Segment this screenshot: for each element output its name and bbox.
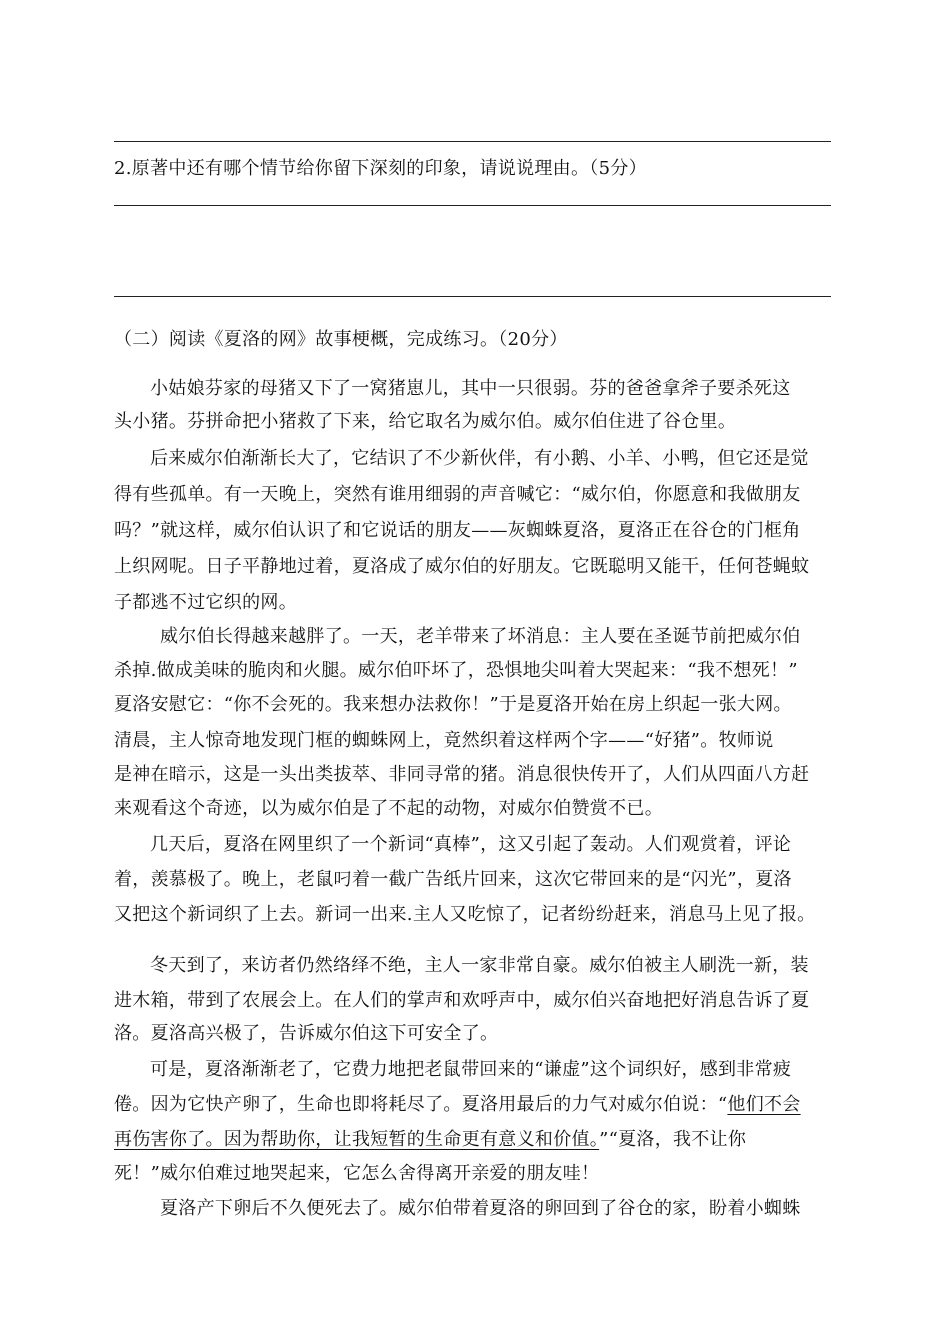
answer-line-1 bbox=[114, 141, 831, 142]
underlined-quote: 他们不会 bbox=[727, 1094, 801, 1115]
text-line: 小姑娘芬家的母猪又下了一窝猪崽儿，其中一只很弱。芬的爸爸拿斧子要杀死这 bbox=[150, 378, 791, 399]
text-line: 冬天到了，来访者仍然络绎不绝，主人一家非常自豪。威尔伯被主人刷洗一新，装 bbox=[150, 955, 809, 976]
answer-line-2 bbox=[114, 205, 831, 206]
text-line: 清晨，主人惊奇地发现门框的蜘蛛网上，竟然织着这样两个字——“好猪”。牧师说 bbox=[114, 730, 774, 751]
text-line: 死！”威尔伯难过地哭起来，它怎么舍得离开亲爱的朋友哇！ bbox=[114, 1163, 600, 1184]
text-line: 着，羡慕极了。晚上，老鼠叼着一截广告纸片回来，这次它带回来的是“闪光”，夏洛 bbox=[114, 869, 792, 890]
text-line: 得有些孤单。有一天晚上，突然有谁用细弱的声音喊它：“威尔伯，你愿意和我做朋友 bbox=[114, 484, 801, 505]
underlined-quote: 再伤害你了。因为帮助你，让我短暂的生命更有意义和价值。 bbox=[114, 1129, 600, 1150]
text-line: 上织网呢。日子平静地过着，夏洛成了威尔伯的好朋友。它既聪明又能干，任何苍蝇蚊 bbox=[114, 556, 810, 577]
section-title: （二）阅读《夏洛的网》故事梗概，完成练习。（20分） bbox=[114, 329, 568, 350]
text-line: 几天后，夏洛在网里织了一个新词“真棒”，这又引起了轰动。人们观赏着，评论 bbox=[150, 834, 792, 855]
text-line: 来观看这个奇迹，以为威尔伯是了不起的动物，对威尔伯赞赏不已。 bbox=[114, 798, 663, 819]
text-line: 可是，夏洛渐渐老了，它费力地把老鼠带回来的“谦虚”这个词织好，感到非常疲 bbox=[150, 1059, 792, 1080]
text-line: 威尔伯长得越来越胖了。一天，老羊带来了坏消息：主人要在圣诞节前把威尔伯 bbox=[160, 626, 801, 647]
text-line: 杀掉.做成美味的脆肉和火腿。威尔伯吓坏了，恐惧地尖叫着大哭起来：“我不想死！” bbox=[114, 660, 798, 681]
text-line: 头小猪。芬拼命把小猪救了下来，给它取名为威尔伯。威尔伯住进了谷仓里。 bbox=[114, 411, 737, 432]
text-segment: 倦。因为它快产卵了，生命也即将耗尽了。夏洛用最后的力气对威尔伯说：“ bbox=[114, 1094, 728, 1115]
text-line bbox=[114, 1093, 854, 1117]
text-line: 子都逃不过它织的网。 bbox=[114, 592, 297, 613]
text-line: 洛。夏洛高兴极了，告诉威尔伯这下可安全了。 bbox=[114, 1023, 499, 1044]
text-line: 夏洛产下卵后不久便死去了。威尔伯带着夏洛的卵回到了谷仓的家，盼着小蜘蛛 bbox=[160, 1198, 801, 1219]
text-line: 又把这个新词织了上去。新词一出来.主人又吃惊了，记者纷纷赶来，消息马上见了报。 bbox=[114, 904, 816, 925]
text-line: 后来威尔伯渐渐长大了，它结识了不少新伙伴，有小鹅、小羊、小鸭，但它还是觉 bbox=[150, 448, 809, 469]
text-line: 吗？”就这样，威尔伯认识了和它说话的朋友——灰蜘蛛夏洛，夏洛正在谷仓的门框角 bbox=[114, 520, 801, 541]
text-line: 进木箱，带到了农展会上。在人们的掌声和欢呼声中，威尔伯兴奋地把好消息告诉了夏 bbox=[114, 990, 810, 1011]
text-line bbox=[114, 1128, 854, 1152]
text-segment: ”“夏洛，我不让你 bbox=[599, 1129, 747, 1150]
text-line: 夏洛安慰它：“你不会死的。我来想办法救你！”于是夏洛开始在房上织起一张大网。 bbox=[114, 694, 792, 715]
answer-line-3 bbox=[114, 296, 831, 297]
text-line: 是神在暗示，这是一头出类拔萃、非同寻常的猪。消息很快传开了，人们从四面八方赶 bbox=[114, 764, 810, 785]
question-2: 2.原著中还有哪个情节给你留下深刻的印象，请说说理由。（5分） bbox=[114, 158, 647, 179]
